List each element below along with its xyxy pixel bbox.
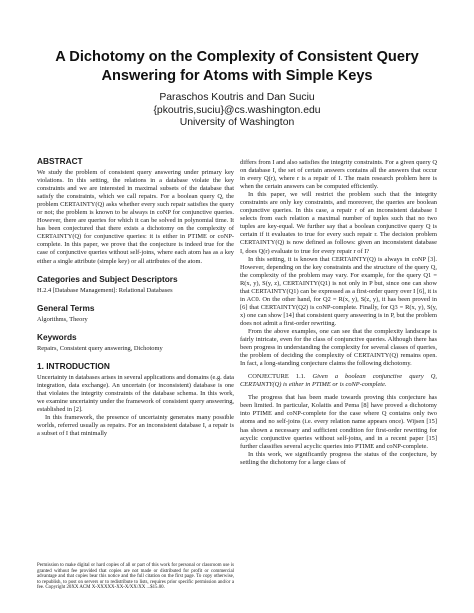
general-terms-text: Algorithms, Theory xyxy=(37,315,88,323)
conjecture-label: CONJECTURE 1.1. xyxy=(248,373,306,381)
author-email: {pkoutris,suciu}@cs.washington.edu xyxy=(153,104,321,116)
conjecture xyxy=(240,373,437,389)
author-affiliation: University of Washington xyxy=(179,117,295,129)
keywords-heading: Keywords xyxy=(37,331,77,342)
permission-footnote: Permission to make digital or hard copies of all or part of this work for personal or classroom use is granted without fee provided that copies are not made or distributed for profit or commercial advantage and that copies bear this notice and the full citation on the first page. To copy otherwise, to republish, to post on servers or to redistribute to lists, requires prior specific permission and/or a fee. Copyright 20XX ACM X-XXXXX-XX-X/XX/XX ...$15.00. xyxy=(37,563,234,591)
title-line-2: Answering for Atoms with Simple Keys xyxy=(101,68,373,84)
left-column xyxy=(37,156,234,438)
keywords-text: Repairs, Consistent query answering, Dichotomy xyxy=(37,344,163,352)
right-paragraph-5: The progress that has been made towards proving this conjecture has been limited. In particular, Kolaitis and Pema [8] have proved a dichotomy into PTIME and coNP-complete for the case where Q contains only two atoms and no self-joins (i.e. every relation name appears once). Wijsen [15] has shown a necessary and sufficient condition for first-order rewriting for acyclic conjunctive queries without self-joins, and in a recent paper [15] further classifies several acyclic queries into PTIME and coNP-complete. xyxy=(240,394,437,450)
categories-text: H.2.4 [Database Management]: Relational Databases xyxy=(37,286,173,294)
right-paragraph-4: From the above examples, one can see that the complexity landscape is fairly intricate, even for the class of conjunctive queries. Although there has been progress in understanding the complexity for several classes of queries, the problem of deciding the complexity of CERTAINTY(Q) remains open. In fact, a long-standing conjecture claims the following dichotomy. xyxy=(240,327,437,368)
intro-paragraph-1: Uncertainty in databases arises in several applications and domains (e.g. data integration, data exchange). An uncertain (or inconsistent) database is one that violates the integrity constraints of the database schema. In this work, we examine uncertainty under the framework of consistent query answering, established in [2]. xyxy=(37,373,234,413)
right-paragraph-2: In this paper, we will restrict the problem such that the integrity constraints are only key constraints, and moreover, the queries are boolean conjunctive queries. In this case, a repair r of an inconsistent database I selects from each relation a maximal number of tuples such that no two tuples are key-equal. We further say that a boolean conjunctive query Q is certain if it evaluates to true for every such repair r. The decision problem CERTAINTY(Q) is now defined as follows: given an inconsistent database I, does Q(r) evaluate to true for every repair r of I? xyxy=(240,191,437,255)
title-line-1: A Dichotomy on the Complexity of Consistent Query xyxy=(55,49,419,65)
intro-paragraph-2: In this framework, the presence of uncertainty generates many possible worlds, referred usually as repairs. For an inconsistent database I, a repair is a subset of I that minimally xyxy=(37,413,234,438)
right-paragraph-1: differs from I and also satisfies the integrity constraints. For a given query Q on database I, the set of certain answers contains all the answers that occur in every Q(r), where r is a repair of I. The main research problem here is when the certain answers can be computed efficiently. xyxy=(240,159,437,191)
abstract-text: We study the problem of consistent query answering under primary key violations. In this setting, the relations in a database violate the key constraints and we are interested in maximal subsets of the database that satisfy the constraints, which we call repairs. For a boolean query Q, the problem CERTAINTY(Q) asks whether every such repair satisfies the query or not; the problem is known to be always in coNP for conjunctive queries. However, there are queries for which it can be solved in polynomial time. It has been conjectured that there exists a dichotomy on the complexity of CERTAINTY(Q) for conjunctive queries: it is either in PTIME or coNP-complete. In this paper, we prove that the conjecture is indeed true for the case of conjunctive queries without self-joins, where each atom has as a key either a single attribute (simple key) or all attributes of the atom. xyxy=(37,169,234,265)
abstract-heading: ABSTRACT xyxy=(37,156,83,166)
paper-title xyxy=(0,48,474,86)
right-column xyxy=(240,159,437,467)
author-names: Paraschos Koutris and Dan Suciu xyxy=(159,92,315,103)
right-paragraph-3: In this setting, it is known that CERTAINTY(Q) is always in coNP [3]. However, depending on the key constraints and the structure of the query Q, the complexity of the problem may vary. For example, for the query Q1 = R(x, y), S(y, z), CERTAINTY(Q1) is not only in P but, since one can show that CERTAINTY(Q1) can be expressed as a first-order query over I [6], it is in AC0. On the other hand, for Q2 = R(x, y), S(z, y), it has been proved in [6] that CERTAINTY(Q2) is coNP-complete. Finally, for Q3 = R(x, y), S(y, x) one can show [14] that consistent query answering is in P, but the problem does not admit a first-order rewriting. xyxy=(240,255,437,327)
general-terms-heading: General Terms xyxy=(37,302,95,313)
right-paragraph-6: In this work, we significantly progress the status of the conjecture, by settling the dichotomy for a large class of xyxy=(240,450,437,466)
conjecture-text: Given a boolean conjunctive query Q, CERTAINTY(Q) is either in PTIME or is coNP-complete. xyxy=(240,373,437,389)
categories-heading: Categories and Subject Descriptors xyxy=(37,273,178,284)
introduction-heading: 1. INTRODUCTION xyxy=(37,360,110,371)
author-block xyxy=(0,92,474,130)
